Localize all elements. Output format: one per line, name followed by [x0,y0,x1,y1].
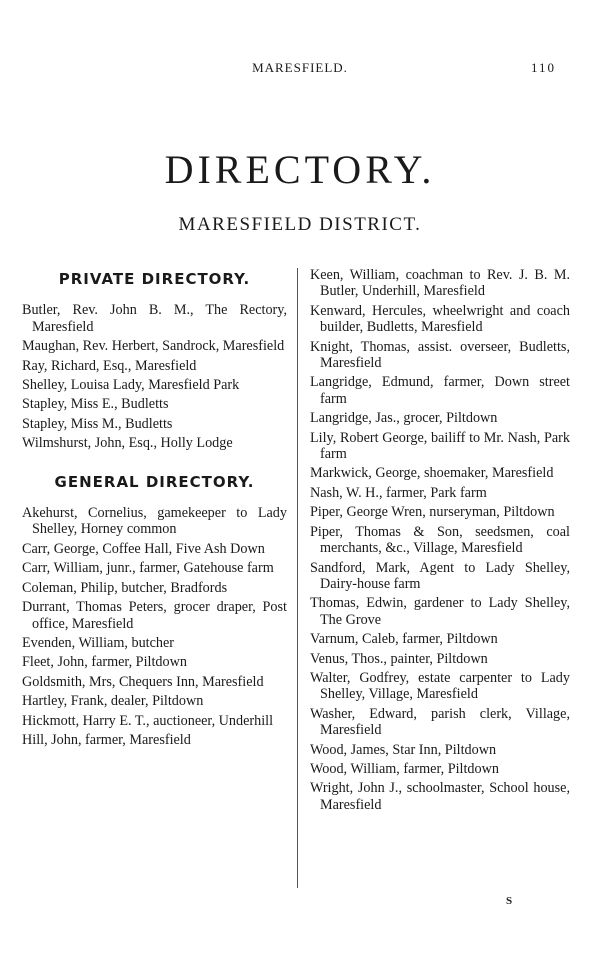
general-directory-list-left [22,505,287,748]
directory-entry: Maughan, Rev. Herbert, Sandrock, Maresfield [22,338,285,355]
directory-entry: Durrant, Thomas Peters, grocer draper, Post office, Maresfield [22,599,287,632]
right-column [310,267,570,816]
directory-entry: Langridge, Edmund, farmer, Down street farm [310,374,570,407]
directory-entry: Wood, William, farmer, Piltdown [310,760,499,777]
general-directory-list-right [310,267,570,813]
directory-entry: Wilmshurst, John, Esq., Holly Lodge [22,435,233,452]
directory-entry: Butler, Rev. John B. M., The Rectory, Maresfield [22,302,287,335]
left-column [22,267,287,751]
directory-entry: Markwick, George, shoemaker, Maresfield [310,465,554,482]
directory-entry: Knight, Thomas, assist. overseer, Budletts, Maresfield [310,338,570,372]
signature-mark: S [506,895,513,907]
directory-entry: Wood, James, Star Inn, Piltdown [310,741,497,758]
directory-entry: Venus, Thos., painter, Piltdown [310,650,488,667]
page-number: 110 [530,60,556,75]
running-head [0,60,600,80]
directory-entry: Coleman, Philip, butcher, Bradfords [22,579,228,596]
directory-entry: Evenden, William, butcher [22,634,175,651]
directory-entry: Shelley, Louisa Lady, Maresfield Park [22,377,240,394]
private-directory-heading: PRIVATE DIRECTORY. [58,270,251,288]
directory-entry: Piper, George Wren, nurseryman, Piltdown [310,504,555,521]
directory-entry: Kenward, Hercules, wheelwright and coach builder, Budletts, Maresfield [310,302,570,336]
district-subtitle: MARESFIELD DISTRICT. [178,214,422,235]
directory-entry: Carr, George, Coffee Hall, Five Ash Down [22,540,265,557]
directory-entry: Piper, Thomas & Son, seedsmen, coal merchants, &c., Village, Maresfield [310,523,570,557]
private-directory-list [22,302,287,451]
directory-entry: Stapley, Miss M., Budletts [22,415,173,432]
directory-entry: Stapley, Miss E., Budletts [22,396,169,413]
directory-entry: Ray, Richard, Esq., Maresfield [22,357,197,374]
directory-entry: Washer, Edward, parish clerk, Village, Maresfield [310,705,570,739]
running-title: MARESFIELD. [252,60,348,75]
directory-entry: Akehurst, Cornelius, gamekeeper to Lady Shelley, Horney common [22,505,287,538]
directory-entry: Goldsmith, Mrs, Chequers Inn, Maresfield [22,673,264,690]
directory-entry: Langridge, Jas., grocer, Piltdown [310,410,498,427]
directory-entry: Sandford, Mark, Agent to Lady Shelley, Dairy-house farm [310,559,570,592]
page-title: DIRECTORY. [164,147,436,192]
directory-entry: Varnum, Caleb, farmer, Piltdown [310,631,498,648]
general-directory-heading: GENERAL DIRECTORY. [54,472,255,491]
directory-entry: Hickmott, Harry E. T., auctioneer, Underhill [22,712,274,729]
directory-entry: Fleet, John, farmer, Piltdown [22,654,187,671]
directory-entry: Walter, Godfrey, estate carpenter to Lady Shelley, Village, Maresfield [310,669,570,703]
column-divider [297,268,298,888]
directory-entry: Keen, William, coachman to Rev. J. B. M. Butler, Underhill, Maresfield [310,267,570,300]
directory-entry: Thomas, Edwin, gardener to Lady Shelley, The Grove [310,595,570,628]
directory-entry: Carr, William, junr., farmer, Gatehouse farm [22,560,274,577]
directory-entry: Hill, John, farmer, Maresfield [22,731,191,748]
directory-entry: Nash, W. H., farmer, Park farm [310,484,487,501]
directory-entry: Lily, Robert George, bailiff to Mr. Nash, Park farm [310,429,570,463]
directory-entry: Hartley, Frank, dealer, Piltdown [22,693,204,710]
directory-entry: Wright, John J., schoolmaster, School house, Maresfield [310,780,570,813]
